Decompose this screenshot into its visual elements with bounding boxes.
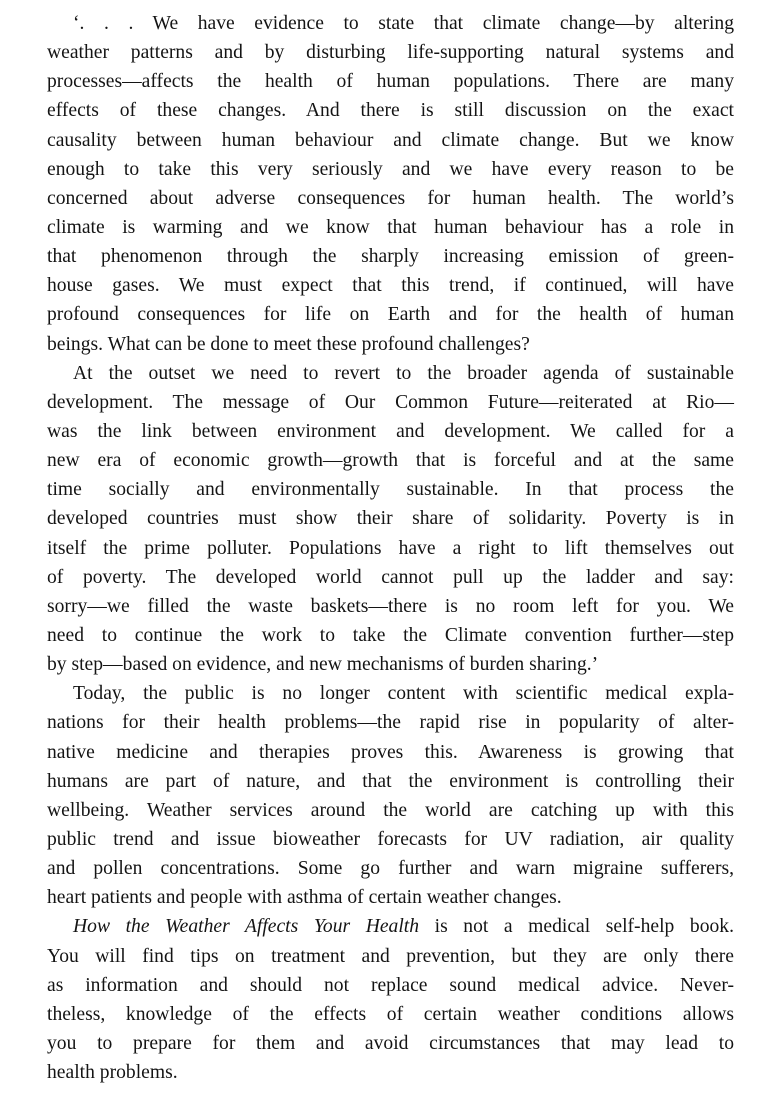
body-text [47, 9, 734, 1087]
text-line: need to continue the work to take the Climate convention further—step [47, 624, 734, 646]
text-line: effects of these changes. And there is still discussion on the exact [47, 100, 734, 122]
text-line: profound consequences for life on Earth and for the health of human [47, 304, 734, 326]
text-line: heart patients and people with asthma of certain weather changes. [47, 887, 562, 909]
text-line: by step—based on evidence, and new mechanisms of burden sharing.’ [47, 654, 599, 676]
text-line: theless, knowledge of the effects of certain weather conditions allows [47, 1003, 734, 1025]
text-line: concerned about adverse consequences for human health. The world’s [47, 187, 734, 209]
text-line: that phenomenon through the sharply increasing emission of green- [47, 246, 734, 268]
text-line: At the outset we need to revert to the broader agenda of sustainable [73, 362, 734, 384]
text-line: health problems. [47, 1062, 178, 1084]
text-line: itself the prime polluter. Populations have a right to lift themselves out [47, 537, 734, 559]
text-line: you to prepare for them and avoid circumstances that may lead to [47, 1032, 734, 1054]
text-line: house gases. We must expect that this trend, if continued, will have [47, 275, 734, 297]
text-line: causality between human behaviour and climate change. But we know [47, 129, 734, 151]
paragraph-book-purpose [47, 912, 734, 1087]
book-title: How the Weather Affects Your Health [73, 916, 420, 938]
text-line: time socially and environmentally sustainable. In that process the [47, 479, 734, 501]
text-line: weather patterns and by disturbing life-supporting natural systems and [47, 42, 734, 64]
text-line: as information and should not replace sound medical advice. Never- [47, 974, 734, 996]
text-line: climate is warming and we know that human behaviour has a role in [47, 216, 734, 238]
text-line: You will find tips on treatment and prevention, but they are only there [47, 945, 734, 967]
text-line: development. The message of Our Common Future—reiterated at Rio— [47, 391, 734, 413]
text-line: Today, the public is no longer content with scientific medical expla- [73, 683, 734, 705]
paragraph-quote-part-2 [47, 359, 734, 680]
text-line [47, 912, 734, 941]
text-line: processes—affects the health of human populations. There are many [47, 71, 734, 93]
text-line: of poverty. The developed world cannot pull up the ladder and say: [47, 566, 734, 588]
text-line: humans are part of nature, and that the environment is controlling their [47, 770, 734, 792]
paragraph-quote-part-1 [47, 9, 734, 359]
paragraph-public-health [47, 679, 734, 912]
text-line: ‘. . . We have evidence to state that climate change—by altering [73, 13, 734, 34]
text-line: new era of economic growth—growth that is forceful and at the same [47, 450, 734, 472]
text-line: and pollen concentrations. Some go further and warn migraine sufferers, [47, 858, 734, 880]
text-line: native medicine and therapies proves this. Awareness is growing that [47, 741, 734, 763]
text-line: public trend and issue bioweather forecasts for UV radiation, air quality [47, 828, 734, 850]
text-line: wellbeing. Weather services around the world are catching up with this [47, 799, 734, 821]
text-line: nations for their health problems—the rapid rise in popularity of alter- [47, 712, 734, 734]
text-line: enough to take this very seriously and we have every reason to be [47, 158, 734, 180]
text-line: developed countries must show their share of solidarity. Poverty is in [47, 508, 734, 530]
text-line: sorry—we filled the waste baskets—there is no room left for you. We [47, 595, 734, 617]
text-line: beings. What can be done to meet these profound challenges? [47, 333, 530, 355]
text-line: was the link between environment and development. We called for a [47, 420, 734, 442]
text-line-rest: is not a medical self-help book. [419, 916, 734, 938]
